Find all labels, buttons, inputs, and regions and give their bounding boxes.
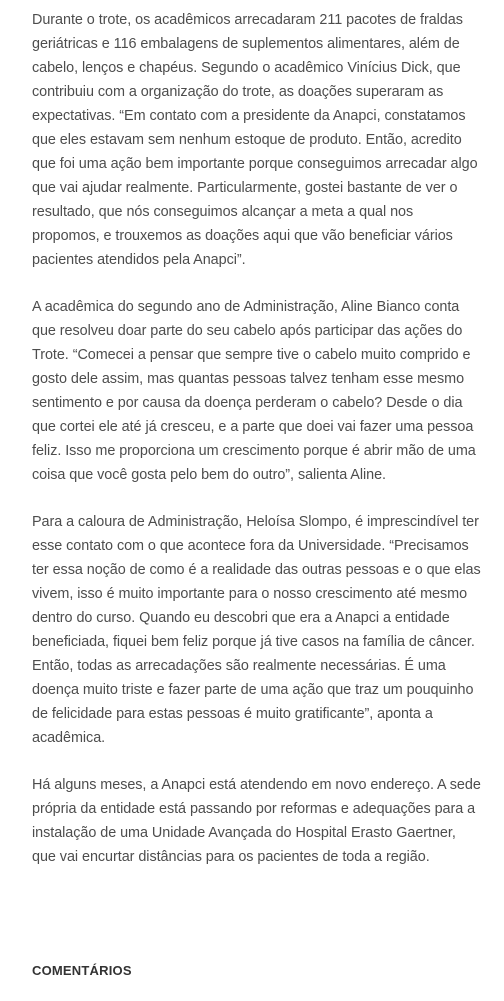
article-body (32, 8, 482, 892)
article-paragraph-3: Para a caloura de Administração, Heloísa Slompo, é imprescindível ter esse contato com o que acontece fora da Universidade. “Precisamos ter essa noção de como é a realidade das outras pessoas e o que elas vivem, isso é muito importante para o nosso crescimento até mesmo dentro do curso. Quando eu descobri que era a Anapci a entidade beneficiada, fiquei bem feliz porque já tive casos na família de câncer. Então, todas as arrecadações são realmente necessárias. É uma doença muito triste e fazer parte de uma ação que traz um pouquinho de felicidade para estas pessoas é muito gratificante”, aponta a acadêmica. (32, 514, 481, 746)
article-paragraph-4: Há alguns meses, a Anapci está atendendo em novo endereço. A sede própria da entidade está passando por reformas e adequações para a instalação de uma Unidade Avançada do Hospital Erasto Gaertner, que vai encurtar distâncias para os pacientes de toda a região. (32, 777, 481, 865)
article-paragraph-1: Durante o trote, os acadêmicos arrecadaram 211 pacotes de fraldas geriátricas e 116 embalagens de suplementos alimentares, além de cabelo, lenços e chapéus. Segundo o acadêmico Vinícius Dick, que contribuiu com a organização do trote, as doações superaram as expectativas. “Em contato com a presidente da Anapci, constatamos que eles estavam sem nenhum estoque de produto. Então, acredito que foi uma ação bem importante porque conseguimos arrecadar algo que vai ajudar realmente. Particularmente, gostei bastante de ver o resultado, que nós conseguimos alcançar a meta a qual nos propomos, e trouxemos as doações aqui que vão beneficiar vários pacientes atendidos pela Anapci”. (32, 12, 478, 268)
comments-heading: COMENTÁRIOS (32, 963, 132, 978)
article-paragraph-2: A acadêmica do segundo ano de Administração, Aline Bianco conta que resolveu doar parte do seu cabelo após participar das ações do Trote. “Comecei a pensar que sempre tive o cabelo muito comprido e gosto dele assim, mas quantas pessoas talvez tenham esse mesmo sentimento e por causa da doença perderam o cabelo? Desde o dia que cortei ele até já cresceu, e a parte que doei vai fazer uma pessoa feliz. Isso me proporciona um crescimento porque é abrir mão de uma coisa que você gosta pelo bem do outro”, salienta Aline. (32, 299, 476, 483)
